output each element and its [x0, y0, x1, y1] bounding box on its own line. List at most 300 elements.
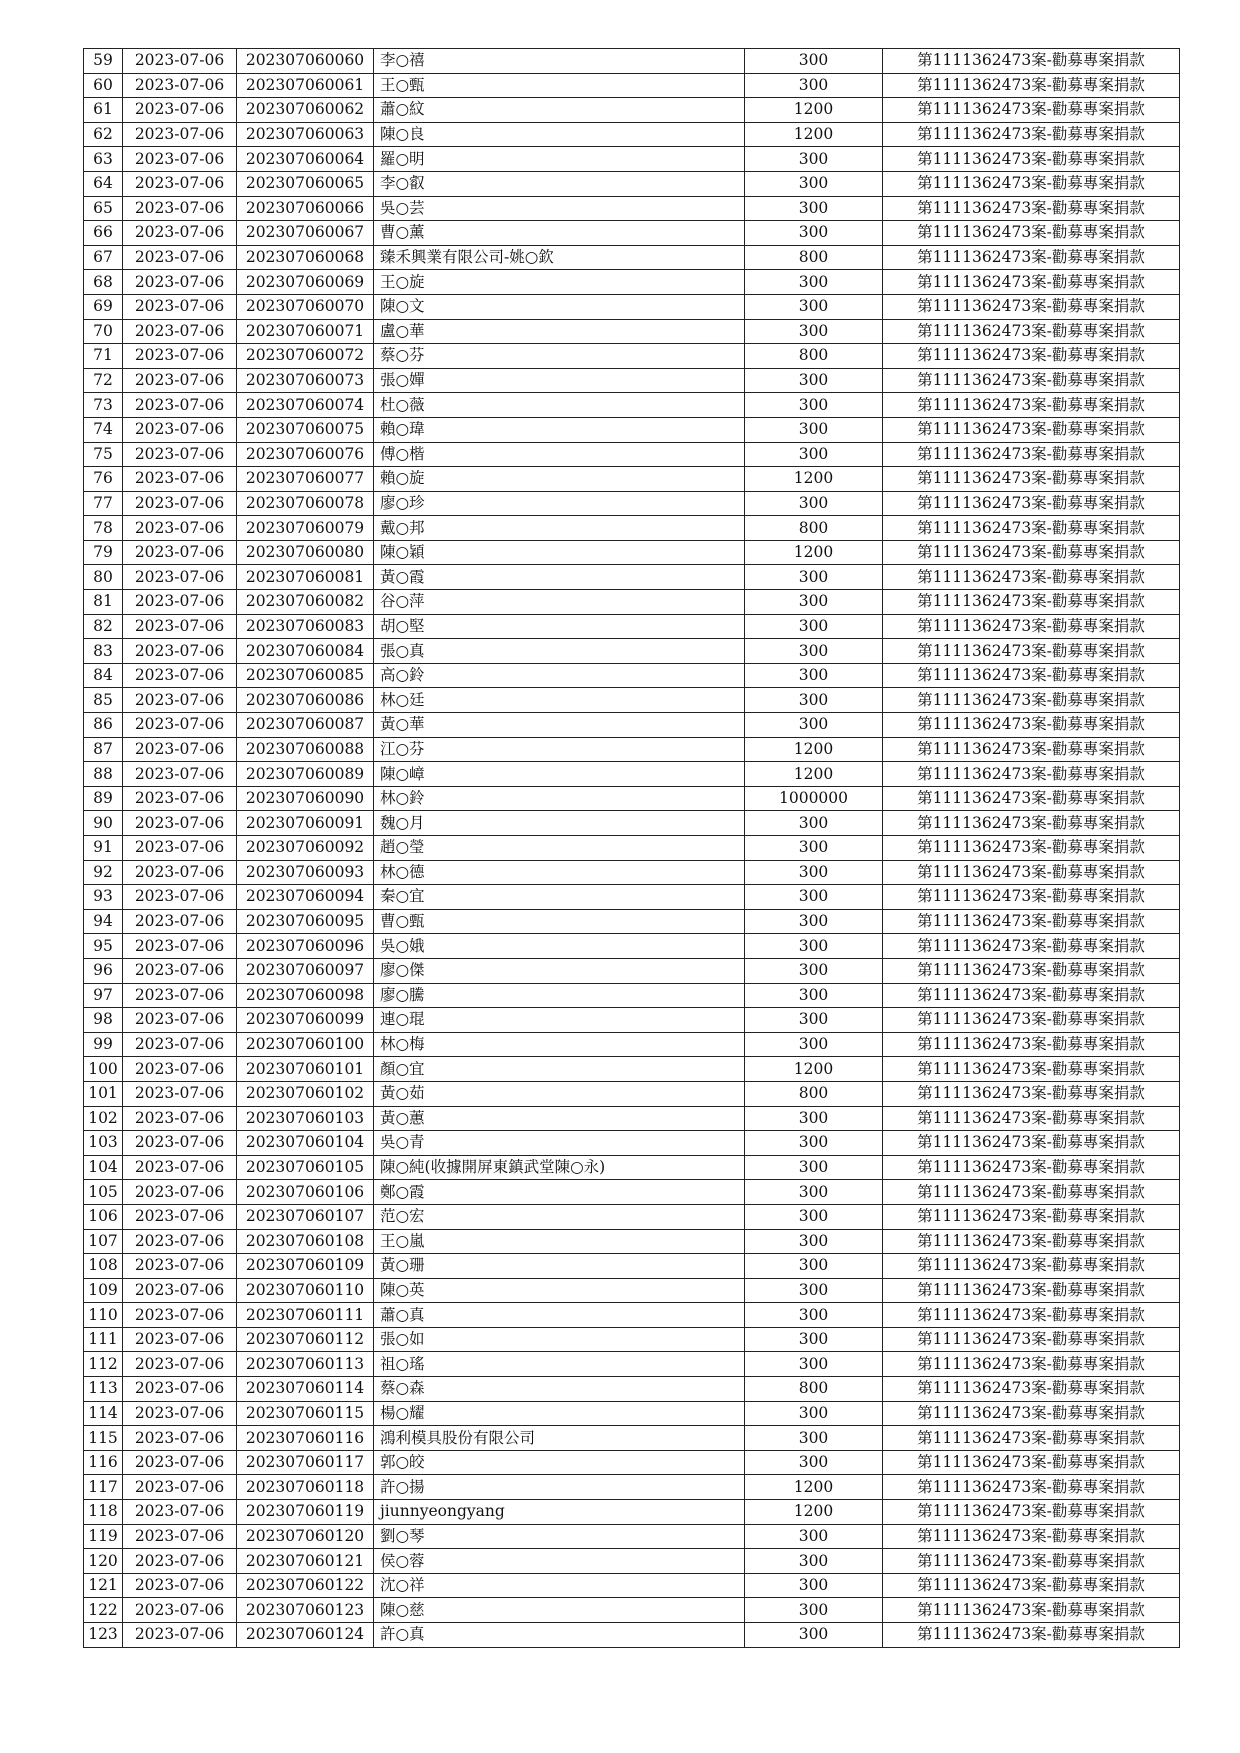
receipt-number: 202307060106 [237, 1180, 374, 1205]
donation-amount: 300 [745, 1524, 883, 1549]
donation-table [83, 48, 1180, 1648]
row-number: 83 [84, 639, 123, 664]
donation-purpose: 第1111362473案-勸募專案捐款 [883, 1303, 1180, 1328]
donation-amount: 300 [745, 614, 883, 639]
table-row [84, 639, 1180, 664]
row-number: 70 [84, 319, 123, 344]
donation-date: 2023-07-06 [123, 1032, 237, 1057]
donation-amount: 300 [745, 368, 883, 393]
table-row [84, 1352, 1180, 1377]
donation-purpose: 第1111362473案-勸募專案捐款 [883, 1254, 1180, 1279]
row-number: 91 [84, 836, 123, 861]
donor-name: 高○鈴 [374, 663, 745, 688]
receipt-number: 202307060086 [237, 688, 374, 713]
donation-date: 2023-07-06 [123, 1229, 237, 1254]
donor-name: 林○德 [374, 860, 745, 885]
row-number: 95 [84, 934, 123, 959]
table-row [84, 122, 1180, 147]
receipt-number: 202307060110 [237, 1278, 374, 1303]
donation-date: 2023-07-06 [123, 713, 237, 738]
donor-name: 陳○英 [374, 1278, 745, 1303]
donation-amount: 1200 [745, 1500, 883, 1525]
donation-date: 2023-07-06 [123, 1008, 237, 1033]
receipt-number: 202307060073 [237, 368, 374, 393]
donation-purpose: 第1111362473案-勸募專案捐款 [883, 1475, 1180, 1500]
table-row [84, 885, 1180, 910]
donor-name: 魏○月 [374, 811, 745, 836]
table-row [84, 171, 1180, 196]
donation-amount: 300 [745, 1008, 883, 1033]
row-number: 115 [84, 1426, 123, 1451]
donation-amount: 300 [745, 171, 883, 196]
receipt-number: 202307060108 [237, 1229, 374, 1254]
donation-purpose: 第1111362473案-勸募專案捐款 [883, 1401, 1180, 1426]
donation-purpose: 第1111362473案-勸募專案捐款 [883, 196, 1180, 221]
donor-name: 戴○邦 [374, 516, 745, 541]
receipt-number: 202307060087 [237, 713, 374, 738]
donation-purpose: 第1111362473案-勸募專案捐款 [883, 319, 1180, 344]
receipt-number: 202307060100 [237, 1032, 374, 1057]
donation-purpose: 第1111362473案-勸募專案捐款 [883, 737, 1180, 762]
donation-purpose: 第1111362473案-勸募專案捐款 [883, 147, 1180, 172]
donation-amount: 300 [745, 196, 883, 221]
receipt-number: 202307060104 [237, 1131, 374, 1156]
row-number: 100 [84, 1057, 123, 1082]
receipt-number: 202307060076 [237, 442, 374, 467]
donation-date: 2023-07-06 [123, 491, 237, 516]
donor-name: 許○揚 [374, 1475, 745, 1500]
donation-purpose: 第1111362473案-勸募專案捐款 [883, 811, 1180, 836]
donor-name: 王○嵐 [374, 1229, 745, 1254]
donation-purpose: 第1111362473案-勸募專案捐款 [883, 934, 1180, 959]
row-number: 94 [84, 909, 123, 934]
donation-amount: 300 [745, 860, 883, 885]
donor-name: 秦○宜 [374, 885, 745, 910]
receipt-number: 202307060078 [237, 491, 374, 516]
donation-date: 2023-07-06 [123, 1549, 237, 1574]
table-row [84, 1598, 1180, 1623]
row-number: 80 [84, 565, 123, 590]
row-number: 92 [84, 860, 123, 885]
table-row [84, 147, 1180, 172]
row-number: 62 [84, 122, 123, 147]
row-number: 87 [84, 737, 123, 762]
donation-purpose: 第1111362473案-勸募專案捐款 [883, 1204, 1180, 1229]
donation-amount: 300 [745, 491, 883, 516]
donor-name: 蔡○森 [374, 1377, 745, 1402]
row-number: 106 [84, 1204, 123, 1229]
receipt-number: 202307060079 [237, 516, 374, 541]
donation-purpose: 第1111362473案-勸募專案捐款 [883, 1229, 1180, 1254]
donor-name: 賴○旋 [374, 467, 745, 492]
receipt-number: 202307060092 [237, 836, 374, 861]
donation-purpose: 第1111362473案-勸募專案捐款 [883, 1327, 1180, 1352]
donation-date: 2023-07-06 [123, 1352, 237, 1377]
donation-amount: 300 [745, 1204, 883, 1229]
receipt-number: 202307060072 [237, 344, 374, 369]
receipt-number: 202307060064 [237, 147, 374, 172]
donor-name: 胡○堅 [374, 614, 745, 639]
donor-name: 吳○青 [374, 1131, 745, 1156]
donor-name: 陳○穎 [374, 540, 745, 565]
donor-name: 郭○皎 [374, 1450, 745, 1475]
donation-date: 2023-07-06 [123, 540, 237, 565]
receipt-number: 202307060098 [237, 983, 374, 1008]
table-row [84, 811, 1180, 836]
row-number: 110 [84, 1303, 123, 1328]
donor-name: 楊○耀 [374, 1401, 745, 1426]
receipt-number: 202307060067 [237, 221, 374, 246]
donation-amount: 1000000 [745, 786, 883, 811]
receipt-number: 202307060075 [237, 417, 374, 442]
row-number: 111 [84, 1327, 123, 1352]
donation-purpose: 第1111362473案-勸募專案捐款 [883, 590, 1180, 615]
donation-purpose: 第1111362473案-勸募專案捐款 [883, 1524, 1180, 1549]
donation-amount: 300 [745, 147, 883, 172]
table-row [84, 221, 1180, 246]
donation-date: 2023-07-06 [123, 122, 237, 147]
donation-purpose: 第1111362473案-勸募專案捐款 [883, 221, 1180, 246]
receipt-number: 202307060063 [237, 122, 374, 147]
receipt-number: 202307060119 [237, 1500, 374, 1525]
donor-name: 劉○琴 [374, 1524, 745, 1549]
table-row [84, 368, 1180, 393]
table-row [84, 98, 1180, 123]
donation-purpose: 第1111362473案-勸募專案捐款 [883, 98, 1180, 123]
donor-name: 林○廷 [374, 688, 745, 713]
receipt-number: 202307060094 [237, 885, 374, 910]
receipt-number: 202307060065 [237, 171, 374, 196]
donation-purpose: 第1111362473案-勸募專案捐款 [883, 860, 1180, 885]
donation-purpose: 第1111362473案-勸募專案捐款 [883, 836, 1180, 861]
donor-name: 杜○薇 [374, 393, 745, 418]
row-number: 97 [84, 983, 123, 1008]
donation-purpose: 第1111362473案-勸募專案捐款 [883, 1500, 1180, 1525]
donor-name: 李○叡 [374, 171, 745, 196]
row-number: 108 [84, 1254, 123, 1279]
table-row [84, 909, 1180, 934]
donation-date: 2023-07-06 [123, 1081, 237, 1106]
row-number: 112 [84, 1352, 123, 1377]
donor-name: 廖○珍 [374, 491, 745, 516]
donation-amount: 300 [745, 811, 883, 836]
donation-purpose: 第1111362473案-勸募專案捐款 [883, 1352, 1180, 1377]
donor-name: 王○甄 [374, 73, 745, 98]
donor-name: 吳○芸 [374, 196, 745, 221]
donation-purpose: 第1111362473案-勸募專案捐款 [883, 786, 1180, 811]
donation-purpose: 第1111362473案-勸募專案捐款 [883, 270, 1180, 295]
donation-date: 2023-07-06 [123, 958, 237, 983]
table-row [84, 245, 1180, 270]
donor-name: 鄭○霞 [374, 1180, 745, 1205]
donation-date: 2023-07-06 [123, 1155, 237, 1180]
donor-name: 沈○祥 [374, 1573, 745, 1598]
donor-name: 黃○霞 [374, 565, 745, 590]
donor-name: 黃○蕙 [374, 1106, 745, 1131]
row-number: 64 [84, 171, 123, 196]
donation-purpose: 第1111362473案-勸募專案捐款 [883, 491, 1180, 516]
row-number: 61 [84, 98, 123, 123]
row-number: 109 [84, 1278, 123, 1303]
row-number: 69 [84, 294, 123, 319]
donor-name: 侯○蓉 [374, 1549, 745, 1574]
donation-amount: 300 [745, 1106, 883, 1131]
table-row [84, 1549, 1180, 1574]
table-row [84, 713, 1180, 738]
row-number: 76 [84, 467, 123, 492]
donation-purpose: 第1111362473案-勸募專案捐款 [883, 1081, 1180, 1106]
row-number: 88 [84, 762, 123, 787]
donation-date: 2023-07-06 [123, 737, 237, 762]
donation-purpose: 第1111362473案-勸募專案捐款 [883, 713, 1180, 738]
donation-date: 2023-07-06 [123, 1500, 237, 1525]
donation-date: 2023-07-06 [123, 1278, 237, 1303]
donor-name: 廖○傑 [374, 958, 745, 983]
donation-date: 2023-07-06 [123, 270, 237, 295]
donation-date: 2023-07-06 [123, 1303, 237, 1328]
table-row [84, 467, 1180, 492]
row-number: 84 [84, 663, 123, 688]
row-number: 93 [84, 885, 123, 910]
donation-purpose: 第1111362473案-勸募專案捐款 [883, 1450, 1180, 1475]
donation-amount: 300 [745, 1401, 883, 1426]
donor-name: 蕭○真 [374, 1303, 745, 1328]
row-number: 105 [84, 1180, 123, 1205]
donation-purpose: 第1111362473案-勸募專案捐款 [883, 540, 1180, 565]
donation-date: 2023-07-06 [123, 1426, 237, 1451]
donation-date: 2023-07-06 [123, 1327, 237, 1352]
table-row [84, 983, 1180, 1008]
donation-purpose: 第1111362473案-勸募專案捐款 [883, 614, 1180, 639]
donor-name: 臻禾興業有限公司-姚○欽 [374, 245, 745, 270]
donation-date: 2023-07-06 [123, 1450, 237, 1475]
donor-name: 張○真 [374, 639, 745, 664]
donation-date: 2023-07-06 [123, 196, 237, 221]
table-row [84, 442, 1180, 467]
donation-date: 2023-07-06 [123, 663, 237, 688]
donation-table-body [84, 49, 1180, 1648]
table-row [84, 1131, 1180, 1156]
table-row [84, 1401, 1180, 1426]
donation-date: 2023-07-06 [123, 442, 237, 467]
receipt-number: 202307060083 [237, 614, 374, 639]
donation-amount: 300 [745, 663, 883, 688]
donation-amount: 1200 [745, 1057, 883, 1082]
row-number: 99 [84, 1032, 123, 1057]
row-number: 101 [84, 1081, 123, 1106]
receipt-number: 202307060123 [237, 1598, 374, 1623]
row-number: 116 [84, 1450, 123, 1475]
receipt-number: 202307060082 [237, 590, 374, 615]
row-number: 117 [84, 1475, 123, 1500]
receipt-number: 202307060061 [237, 73, 374, 98]
donation-date: 2023-07-06 [123, 171, 237, 196]
donation-date: 2023-07-06 [123, 73, 237, 98]
donor-name: 陳○純(收據開屏東鎮武堂陳○永) [374, 1155, 745, 1180]
table-row [84, 1180, 1180, 1205]
row-number: 78 [84, 516, 123, 541]
donation-purpose: 第1111362473案-勸募專案捐款 [883, 73, 1180, 98]
donor-name: 賴○瑋 [374, 417, 745, 442]
donor-name: 羅○明 [374, 147, 745, 172]
donation-amount: 300 [745, 885, 883, 910]
donation-date: 2023-07-06 [123, 221, 237, 246]
receipt-number: 202307060107 [237, 1204, 374, 1229]
receipt-number: 202307060060 [237, 49, 374, 74]
table-row [84, 836, 1180, 861]
donor-name: 顏○宜 [374, 1057, 745, 1082]
donor-name: 黃○茹 [374, 1081, 745, 1106]
table-row [84, 1303, 1180, 1328]
donation-date: 2023-07-06 [123, 1573, 237, 1598]
table-row [84, 319, 1180, 344]
donation-date: 2023-07-06 [123, 294, 237, 319]
table-row [84, 294, 1180, 319]
row-number: 114 [84, 1401, 123, 1426]
donation-date: 2023-07-06 [123, 1377, 237, 1402]
row-number: 102 [84, 1106, 123, 1131]
table-row [84, 663, 1180, 688]
row-number: 118 [84, 1500, 123, 1525]
table-row [84, 270, 1180, 295]
donation-amount: 300 [745, 294, 883, 319]
receipt-number: 202307060074 [237, 393, 374, 418]
row-number: 120 [84, 1549, 123, 1574]
donation-purpose: 第1111362473案-勸募專案捐款 [883, 639, 1180, 664]
receipt-number: 202307060099 [237, 1008, 374, 1033]
donation-purpose: 第1111362473案-勸募專案捐款 [883, 762, 1180, 787]
donation-purpose: 第1111362473案-勸募專案捐款 [883, 983, 1180, 1008]
donation-amount: 300 [745, 958, 883, 983]
row-number: 72 [84, 368, 123, 393]
table-row [84, 1254, 1180, 1279]
receipt-number: 202307060109 [237, 1254, 374, 1279]
row-number: 107 [84, 1229, 123, 1254]
row-number: 113 [84, 1377, 123, 1402]
receipt-number: 202307060081 [237, 565, 374, 590]
receipt-number: 202307060093 [237, 860, 374, 885]
donation-purpose: 第1111362473案-勸募專案捐款 [883, 688, 1180, 713]
donor-name: 黃○華 [374, 713, 745, 738]
receipt-number: 202307060122 [237, 1573, 374, 1598]
donation-date: 2023-07-06 [123, 860, 237, 885]
receipt-number: 202307060090 [237, 786, 374, 811]
donation-amount: 300 [745, 565, 883, 590]
row-number: 79 [84, 540, 123, 565]
donor-name: 傅○楷 [374, 442, 745, 467]
donation-purpose: 第1111362473案-勸募專案捐款 [883, 1278, 1180, 1303]
table-row [84, 1450, 1180, 1475]
row-number: 60 [84, 73, 123, 98]
donation-purpose: 第1111362473案-勸募專案捐款 [883, 1057, 1180, 1082]
donation-purpose: 第1111362473案-勸募專案捐款 [883, 663, 1180, 688]
donation-amount: 300 [745, 442, 883, 467]
donation-purpose: 第1111362473案-勸募專案捐款 [883, 122, 1180, 147]
receipt-number: 202307060105 [237, 1155, 374, 1180]
donation-date: 2023-07-06 [123, 319, 237, 344]
donation-amount: 1200 [745, 467, 883, 492]
table-row [84, 344, 1180, 369]
donation-date: 2023-07-06 [123, 1475, 237, 1500]
donor-name: 李○禧 [374, 49, 745, 74]
donation-date: 2023-07-06 [123, 565, 237, 590]
donation-purpose: 第1111362473案-勸募專案捐款 [883, 442, 1180, 467]
donation-amount: 300 [745, 713, 883, 738]
table-row [84, 1057, 1180, 1082]
table-row [84, 1155, 1180, 1180]
donation-date: 2023-07-06 [123, 983, 237, 1008]
donor-name: 范○宏 [374, 1204, 745, 1229]
donation-amount: 300 [745, 836, 883, 861]
donor-name: 王○旋 [374, 270, 745, 295]
receipt-number: 202307060062 [237, 98, 374, 123]
donation-date: 2023-07-06 [123, 344, 237, 369]
row-number: 103 [84, 1131, 123, 1156]
donation-purpose: 第1111362473案-勸募專案捐款 [883, 344, 1180, 369]
donor-name: 廖○騰 [374, 983, 745, 1008]
receipt-number: 202307060120 [237, 1524, 374, 1549]
donation-date: 2023-07-06 [123, 467, 237, 492]
table-row [84, 1204, 1180, 1229]
donation-amount: 300 [745, 221, 883, 246]
donor-name: 陳○慈 [374, 1598, 745, 1623]
receipt-number: 202307060077 [237, 467, 374, 492]
donation-purpose: 第1111362473案-勸募專案捐款 [883, 1426, 1180, 1451]
row-number: 90 [84, 811, 123, 836]
donor-name: 張○嬋 [374, 368, 745, 393]
table-row [84, 393, 1180, 418]
donation-amount: 300 [745, 49, 883, 74]
donation-purpose: 第1111362473案-勸募專案捐款 [883, 1008, 1180, 1033]
row-number: 85 [84, 688, 123, 713]
donor-name: 蔡○芬 [374, 344, 745, 369]
donation-amount: 300 [745, 393, 883, 418]
table-row [84, 1426, 1180, 1451]
donation-date: 2023-07-06 [123, 417, 237, 442]
donation-amount: 1200 [745, 1475, 883, 1500]
donation-purpose: 第1111362473案-勸募專案捐款 [883, 516, 1180, 541]
donor-name: 陳○嶂 [374, 762, 745, 787]
donation-amount: 1200 [745, 98, 883, 123]
donation-date: 2023-07-06 [123, 934, 237, 959]
donation-purpose: 第1111362473案-勸募專案捐款 [883, 393, 1180, 418]
donation-amount: 300 [745, 1450, 883, 1475]
row-number: 82 [84, 614, 123, 639]
row-number: 73 [84, 393, 123, 418]
donation-amount: 300 [745, 1229, 883, 1254]
row-number: 119 [84, 1524, 123, 1549]
table-row [84, 1229, 1180, 1254]
donation-amount: 300 [745, 1254, 883, 1279]
donation-date: 2023-07-06 [123, 1204, 237, 1229]
table-row [84, 688, 1180, 713]
donation-date: 2023-07-06 [123, 811, 237, 836]
donation-amount: 300 [745, 1573, 883, 1598]
donor-name: 谷○萍 [374, 590, 745, 615]
table-row [84, 958, 1180, 983]
table-row [84, 860, 1180, 885]
receipt-number: 202307060066 [237, 196, 374, 221]
donation-purpose: 第1111362473案-勸募專案捐款 [883, 1598, 1180, 1623]
donation-amount: 800 [745, 1081, 883, 1106]
receipt-number: 202307060117 [237, 1450, 374, 1475]
donor-name: 盧○華 [374, 319, 745, 344]
donation-amount: 300 [745, 1180, 883, 1205]
table-row [84, 1081, 1180, 1106]
donation-date: 2023-07-06 [123, 393, 237, 418]
receipt-number: 202307060124 [237, 1623, 374, 1648]
donation-amount: 1200 [745, 762, 883, 787]
